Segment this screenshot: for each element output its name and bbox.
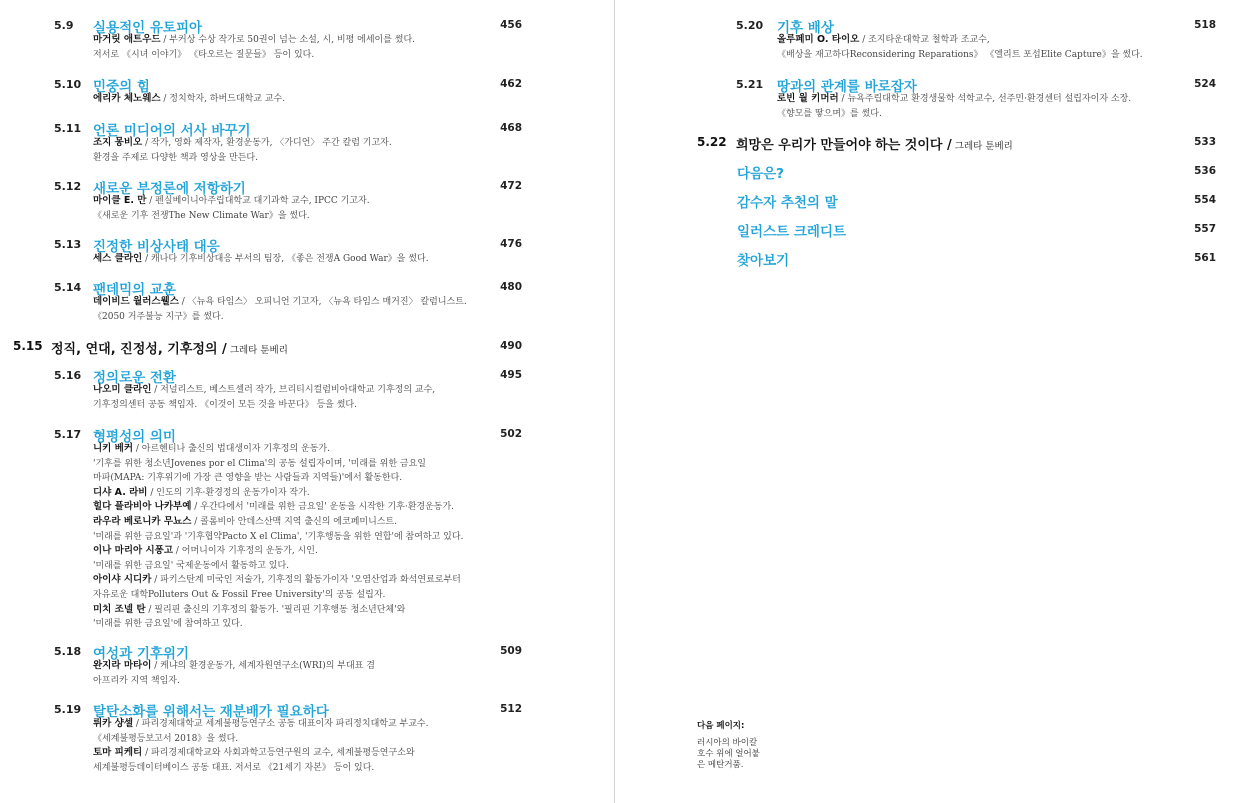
contributor-bio: '미래를 위한 금요일' 국제운동에서 활동하고 있다. <box>93 560 289 571</box>
right-page <box>616 0 1238 803</box>
contributor-bio: / 부커상 수상 작가로 50권이 넘는 소설, 시, 비평 에세이를 썼다. <box>160 35 416 45</box>
toc-entry-number: 5.11 <box>54 122 82 135</box>
contributor-name: 에리카 체노웨스 <box>93 93 161 104</box>
contributor-bio: / 우간다에서 '미래를 위한 금요일' 운동을 시작한 기후·환경운동가. <box>191 502 455 513</box>
contributor-bio: / 콜롬비아 안데스산맥 지역 출신의 에코페미니스트. <box>191 517 398 527</box>
contributor-line <box>93 500 454 515</box>
toc-entry-title[interactable]: 진정한 비상사태 대응 <box>93 239 220 255</box>
contributor-line <box>777 33 990 48</box>
toc-page-number: 533 <box>1194 136 1216 148</box>
contributor-bio: / 케냐의 환경운동가, 세계자원연구소(WRI)의 부대표 겸 <box>151 661 375 671</box>
toc-entry-title[interactable]: 여성과 기후위기 <box>93 646 189 662</box>
contributor-name: 데이비드 월러스웰스 <box>93 296 179 307</box>
toc-entry-number: 5.13 <box>54 238 82 251</box>
page-gutter <box>614 0 615 803</box>
toc-page-number: 524 <box>1194 78 1216 90</box>
contributor-bio: 환경을 주제로 다양한 책과 영상을 만든다. <box>93 152 258 163</box>
toc-page-number: 561 <box>1194 252 1216 264</box>
toc-entry-number: 5.18 <box>54 645 82 658</box>
toc-entry-title[interactable]: 기후 배상 <box>777 20 834 36</box>
toc-page-number: 490 <box>500 340 522 352</box>
contributor-bio: 아프리카 지역 책임자. <box>93 675 180 686</box>
major-section-heading: 정직, 연대, 진정성, 기후정의 / <box>51 342 227 357</box>
contributor-line <box>777 107 882 122</box>
contributor-name: 뤼카 샹셀 <box>93 718 134 729</box>
contributor-line <box>93 398 357 413</box>
contributor-line <box>93 515 397 530</box>
contributor-name: 완지라 마타이 <box>93 660 152 671</box>
caption-line: 은 메탄거품. <box>697 760 744 770</box>
toc-page-number: 502 <box>500 428 522 440</box>
contributor-line <box>93 310 224 325</box>
toc-page-number: 476 <box>500 238 522 250</box>
contributor-bio: / 인도의 기후·환경정의 운동가이자 작가. <box>147 487 310 498</box>
contributor-line <box>93 761 374 776</box>
toc-page-number: 495 <box>500 369 522 381</box>
contributor-bio: 자유로운 대학Polluters Out & Fossil Free University'의 공동 설립자. <box>93 590 386 600</box>
contributor-bio: / 캐나다 기후비상대응 부서의 팀장, 《좋은 전쟁A Good War》을 썼다. <box>142 254 429 264</box>
contributor-line <box>93 33 415 48</box>
major-section-number: 5.15 <box>13 339 43 353</box>
toc-entry-title[interactable]: 땅과의 관계를 바로잡자 <box>777 79 917 95</box>
contributor-name: 나오미 클라인 <box>93 384 152 395</box>
next-page-heading: 다음 페이지: <box>697 721 745 731</box>
toc-entry-number: 5.21 <box>736 78 764 91</box>
contributor-bio: 《새로운 기후 전쟁The New Climate War》을 썼다. <box>93 210 310 221</box>
contributor-line <box>93 383 435 398</box>
contributor-line <box>777 92 1131 107</box>
contributor-name: 올루페미 O. 타이오 <box>777 34 860 45</box>
contributor-line <box>93 573 461 588</box>
contributor-bio: 기후정의센터 공동 책임자. 《이것이 모든 것을 바꾼다》 등을 썼다. <box>93 399 357 410</box>
major-section-title[interactable] <box>51 338 288 357</box>
contributor-name: 라우라 베로니카 무뇨스 <box>93 516 192 527</box>
toc-entry-title[interactable]: 정의로운 전환 <box>93 370 176 386</box>
toc-entry-number: 5.16 <box>54 369 82 382</box>
toc-entry-number: 5.20 <box>736 19 764 32</box>
contributor-line <box>93 717 428 732</box>
contributor-bio: / 파리경제대학교 세계불평등연구소 공동 대표이자 파리정치대학교 부교수. <box>133 719 429 729</box>
contributor-name: 니키 베커 <box>93 443 134 454</box>
contributor-line <box>93 746 415 761</box>
contributor-line <box>93 209 310 224</box>
toc-entry-number: 5.17 <box>54 428 82 441</box>
contributor-line <box>93 295 467 310</box>
contributor-name: 토마 피케티 <box>93 747 143 759</box>
contributor-line <box>93 252 429 267</box>
toc-page-number: 472 <box>500 180 522 192</box>
contributor-bio: 《세계불평등보고서 2018》을 썼다. <box>93 733 239 744</box>
contributor-name: 조지 몽비오 <box>93 137 143 148</box>
toc-page-number: 468 <box>500 122 522 134</box>
contributor-line <box>93 136 392 151</box>
contributor-bio: / 필리핀 출신의 기후정의 활동가. '필리핀 기후행동 청소년단체'와 <box>145 604 406 615</box>
contributor-line <box>93 732 238 747</box>
contributor-line <box>93 48 314 63</box>
contributor-bio: / 어머니이자 기후정의 운동가, 시인. <box>173 546 318 557</box>
major-section-number: 5.22 <box>697 135 727 149</box>
contributor-bio: / 펜실베이니아주립대학교 대기과학 교수, IPCC 기고자. <box>146 196 370 206</box>
contributor-name: 마거릿 애트우드 <box>93 34 161 45</box>
contributor-name: 디샤 A. 라비 <box>93 486 148 498</box>
contributor-bio: / 파키스탄계 미국인 저술가, 기후정의 활동가이자 '오염산업과 화석연료로부터 <box>151 575 461 586</box>
next-page-caption <box>697 721 760 771</box>
contributor-line <box>93 559 289 574</box>
contributor-bio: '미래를 위한 금요일'에 참여하고 있다. <box>93 619 243 630</box>
contributor-name: 마이클 E. 만 <box>93 195 147 206</box>
contributor-bio: 《2050 거주불능 지구》를 썼다. <box>93 311 224 322</box>
toc-page-number: 456 <box>500 19 522 31</box>
contributor-bio: 세계불평등데이터베이스 공동 대표. 저서로 《21세기 자본》 등이 있다. <box>93 762 375 773</box>
contributor-line <box>93 471 402 486</box>
contributor-name: 세스 클라인 <box>93 253 143 264</box>
major-section-author: 그레타 툰베리 <box>951 141 1013 152</box>
major-section-title[interactable] <box>736 134 1013 153</box>
end-section-title[interactable]: 다음은? <box>737 166 784 182</box>
contributor-name: 미치 조넬 탄 <box>93 603 146 615</box>
contributor-line <box>93 617 243 632</box>
contributor-name: 힐다 플라비아 나카부예 <box>93 501 192 513</box>
major-section-heading: 희망은 우리가 만들어야 하는 것이다 / <box>736 138 952 153</box>
toc-page-number: 462 <box>500 78 522 90</box>
toc-entry-title[interactable]: 새로운 부정론에 저항하기 <box>93 181 246 197</box>
toc-entry-number: 5.14 <box>54 281 82 294</box>
contributor-bio: '미래를 위한 금요일'과 '기후협약Pacto X el Clima', '기후행동을 위한 연합'에 참여하고 있다. <box>93 531 464 542</box>
toc-entry-title[interactable]: 형평성의 의미 <box>93 429 176 445</box>
contributor-line <box>93 530 463 545</box>
toc-entry-title[interactable]: 탈탄소화를 위해서는 재분배가 필요하다 <box>93 704 329 720</box>
contributor-line <box>93 194 370 209</box>
contributor-bio: / 뉴욕주립대학교 환경생물학 석학교수, 선주민·환경센터 설립자이자 소장. <box>838 94 1132 104</box>
end-section-title[interactable]: 감수자 추천의 말 <box>737 195 838 211</box>
contributor-line <box>93 659 375 674</box>
contributor-name: 이나 마리아 시퐁고 <box>93 545 174 557</box>
caption-line: 러시아의 바이칼 <box>697 738 758 748</box>
contributor-bio: / 파리경제대학교와 사회과학고등연구원의 교수, 세계불평등연구소와 <box>142 748 415 759</box>
toc-page-number: 554 <box>1194 194 1216 206</box>
contributor-line <box>93 588 385 603</box>
contributor-bio: / 〈뉴욕 타임스〉 오피니언 기고자, 〈뉴욕 타임스 매거진〉 칼럼니스트. <box>178 297 467 307</box>
major-section-author: 그레타 툰베리 <box>226 345 288 356</box>
contributor-name: 로빈 월 키머러 <box>777 93 839 104</box>
toc-entry-number: 5.12 <box>54 180 82 193</box>
contributor-bio: 《배상을 재고하다Reconsidering Reparations》 《엘리트 포섭Elite Capture》을 썼다. <box>777 49 1143 60</box>
contributor-line <box>93 486 310 501</box>
contributor-bio: / 아르헨티나 출신의 법대생이자 기후정의 운동가. <box>133 444 330 454</box>
contributor-line <box>93 674 180 689</box>
toc-page-number: 518 <box>1194 19 1216 31</box>
contributor-line <box>93 544 318 559</box>
toc-entry-number: 5.9 <box>54 19 74 32</box>
contributor-bio: 《향모를 땋으며》를 썼다. <box>777 108 882 119</box>
contributor-line <box>777 48 1143 63</box>
toc-entry-number: 5.19 <box>54 703 82 716</box>
caption-line: 호수 위에 얼어붙 <box>697 749 760 759</box>
contributor-bio: / 조지타운대학교 철학과 조교수, <box>859 35 990 45</box>
contributor-bio: / 작가, 영화 제작자, 환경운동가, 〈가디언〉 주간 칼럼 기고자. <box>142 138 392 148</box>
toc-entry-title[interactable]: 민중의 힘 <box>93 79 150 95</box>
toc-entry-title[interactable]: 팬데믹의 교훈 <box>93 282 176 298</box>
contributor-name: 아이샤 시디카 <box>93 574 152 586</box>
toc-entry-title[interactable]: 실용적인 유토피아 <box>93 20 203 36</box>
contributor-line <box>93 151 258 166</box>
contributor-line <box>93 603 405 618</box>
toc-entry-number: 5.10 <box>54 78 82 91</box>
contributor-bio: / 정치학자, 하버드대학교 교수. <box>160 94 286 104</box>
toc-entry-title[interactable]: 언론 미디어의 서사 바꾸기 <box>93 123 251 139</box>
toc-page-number: 536 <box>1194 165 1216 177</box>
contributor-bio: 저서로 《시녀 이야기》 《타오르는 질문들》 등이 있다. <box>93 49 315 60</box>
contributor-bio: 마파(MAPA: 기후위기에 가장 큰 영향을 받는 사람들과 지역들)'에서 활동한다. <box>93 473 403 484</box>
contributor-bio: / 저널리스트, 베스트셀러 작가, 브리티시컬럼비아대학교 기후정의 교수, <box>151 385 436 395</box>
contributor-line <box>93 92 285 107</box>
left-page <box>0 0 614 803</box>
contributor-line <box>93 442 330 457</box>
toc-page-number: 480 <box>500 281 522 293</box>
toc-page-number: 557 <box>1194 223 1216 235</box>
toc-page-number: 509 <box>500 645 522 657</box>
toc-page-number: 512 <box>500 703 522 715</box>
contributor-line <box>93 457 426 472</box>
end-section-title[interactable]: 찾아보기 <box>737 253 790 269</box>
end-section-title[interactable]: 일러스트 크레디트 <box>737 224 847 240</box>
contributor-bio: '기후를 위한 청소년Jovenes por el Clima'의 공동 설립자이며, '미래를 위한 금요일 <box>93 458 426 469</box>
